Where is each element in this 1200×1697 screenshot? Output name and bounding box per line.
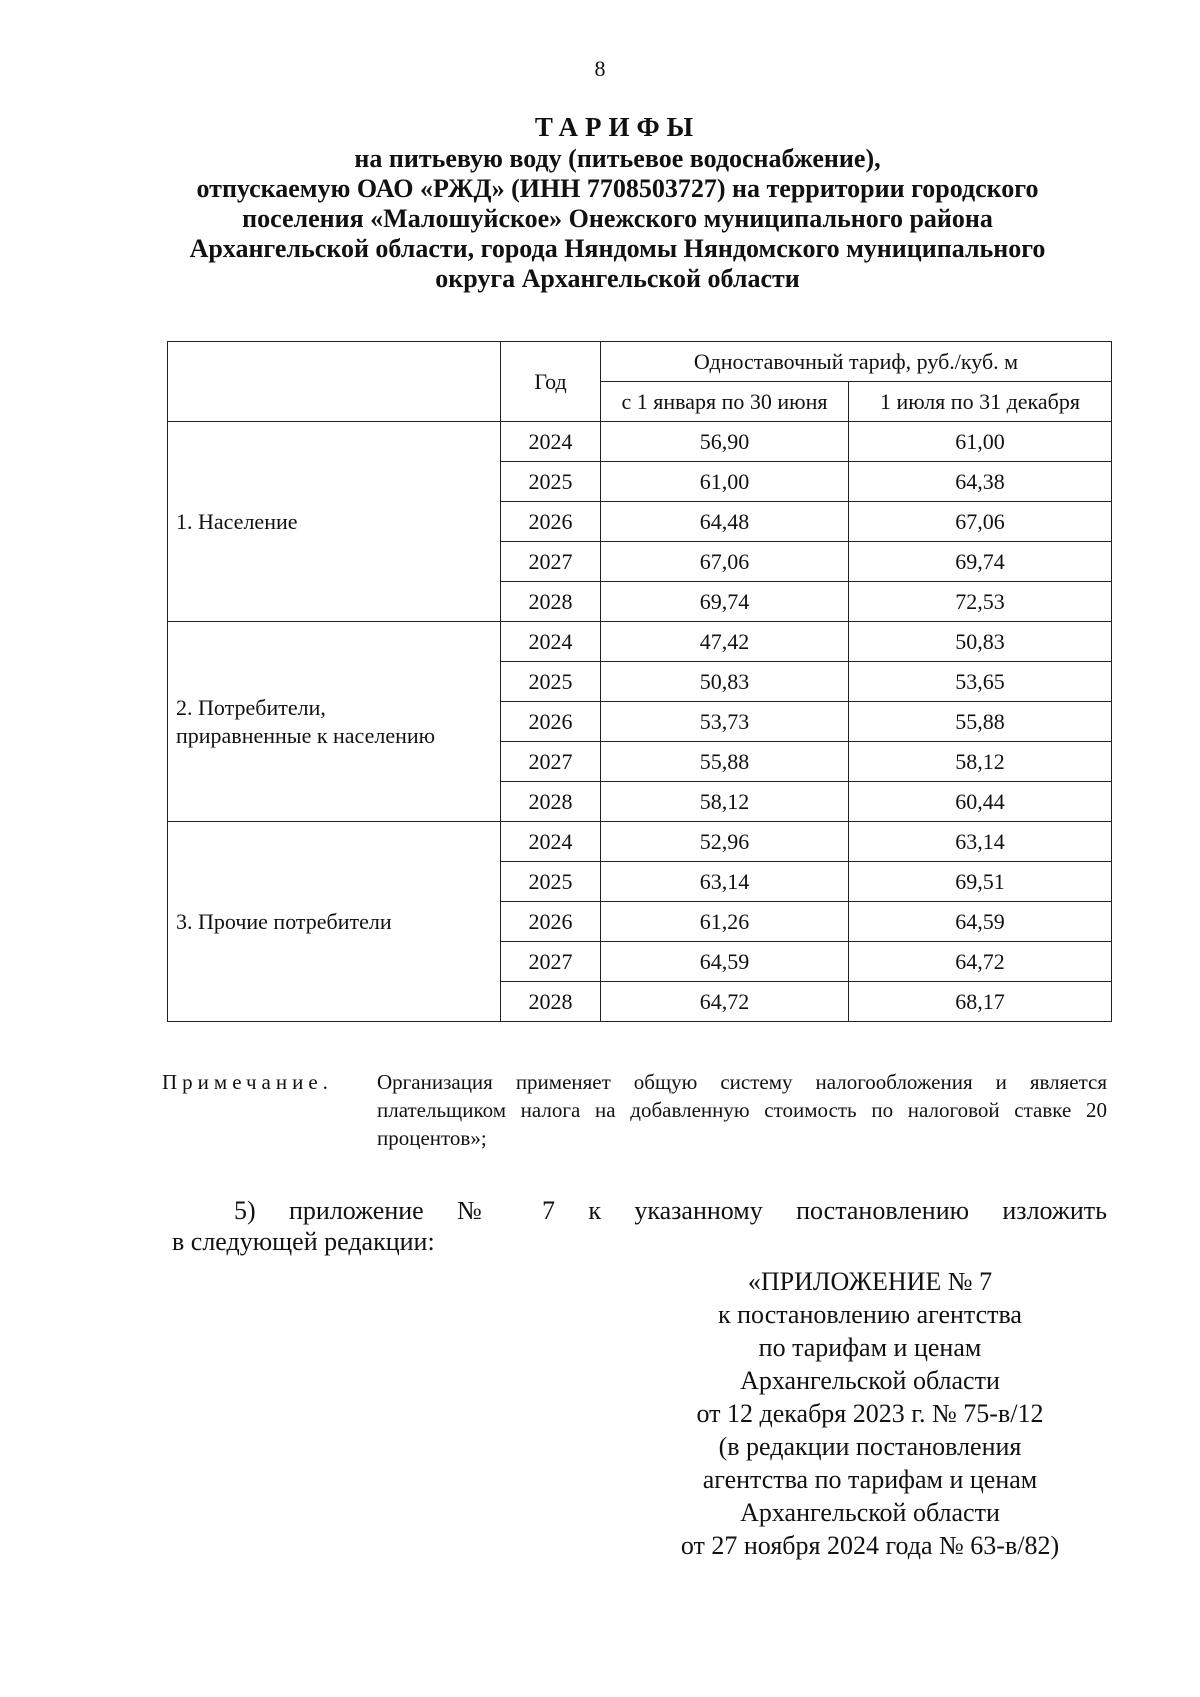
tariff-cell: 64,72 (849, 942, 1112, 982)
table-row (168, 822, 1112, 862)
table-header-row (168, 342, 1112, 382)
tariff-cell: 64,59 (849, 902, 1112, 942)
tariff-cell: 50,83 (849, 622, 1112, 662)
tariff-cell: 56,90 (601, 422, 849, 462)
appendix-line: «ПРИЛОЖЕНИЕ № 7 (747, 1267, 993, 1296)
category-line: 2. Потребители, (176, 694, 326, 720)
year-cell: 2026 (501, 702, 601, 742)
year-cell: 2024 (501, 622, 601, 662)
tariff-cell: 67,06 (849, 502, 1112, 542)
tariff-cell: 61,26 (601, 902, 849, 942)
appendix-line: по тарифам и ценам (758, 1333, 982, 1362)
year-cell: 2028 (501, 782, 601, 822)
tariff-cell: 61,00 (849, 422, 1112, 462)
title-line: Архангельской области, города Няндомы Няндомского муниципального (189, 234, 1046, 263)
year-cell: 2026 (501, 902, 601, 942)
note-label: Примечание. (162, 1070, 333, 1094)
tariff-cell: 58,12 (601, 782, 849, 822)
tariff-cell: 50,83 (601, 662, 849, 702)
table-header-year: Год (501, 342, 601, 422)
category-line: приравненные к населению (176, 722, 436, 748)
table-header-period-1: с 1 января по 30 июня (601, 382, 849, 422)
table-header-empty (168, 342, 501, 422)
tariff-cell: 63,14 (849, 822, 1112, 862)
category-cell (168, 622, 501, 822)
appendix-line: Архангельской области (740, 1498, 1000, 1527)
tariff-cell: 58,12 (849, 742, 1112, 782)
document-title (150, 110, 1085, 294)
tariff-cell: 64,59 (601, 942, 849, 982)
year-cell: 2028 (501, 582, 601, 622)
year-cell: 2026 (501, 502, 601, 542)
title-line: отпускаемую ОАО «РЖД» (ИНН 7708503727) на территории городского (196, 174, 1039, 203)
appendix-line: к постановлению агентства (718, 1300, 1022, 1329)
tariff-cell: 64,48 (601, 502, 849, 542)
year-cell: 2025 (501, 862, 601, 902)
tariff-cell: 72,53 (849, 582, 1112, 622)
year-cell: 2027 (501, 542, 601, 582)
note-text: Организация применяет общую систему налогообложения и является плательщиком налога на добавленную стоимость по налоговой ставке 20 процентов»; (377, 1070, 1107, 1150)
item-5-line: 5) приложение № 7 к указанному постановлению изложить (234, 1196, 1107, 1225)
tariff-cell: 55,88 (849, 702, 1112, 742)
tariff-cell: 61,00 (601, 462, 849, 502)
tariff-cell: 69,74 (601, 582, 849, 622)
year-cell: 2027 (501, 942, 601, 982)
tariff-cell: 53,65 (849, 662, 1112, 702)
tariff-cell: 68,17 (849, 982, 1112, 1022)
tariff-cell: 64,38 (849, 462, 1112, 502)
table-row (168, 622, 1112, 662)
appendix-header (640, 1265, 1100, 1562)
year-cell: 2027 (501, 742, 601, 782)
category-cell: 1. Население (168, 422, 501, 622)
appendix-line: (в редакции постановления (718, 1432, 1022, 1461)
title-line: на питьевую воду (питьевое водоснабжение), (354, 144, 881, 173)
page-number: 8 (594, 56, 606, 81)
table-header-period-2: 1 июля по 31 декабря (849, 382, 1112, 422)
appendix-line: от 12 декабря 2023 г. № 75-в/12 (696, 1399, 1044, 1428)
tariff-cell: 67,06 (601, 542, 849, 582)
year-cell: 2025 (501, 462, 601, 502)
year-cell: 2024 (501, 822, 601, 862)
tariff-cell: 55,88 (601, 742, 849, 782)
table-header-tariff: Одноставочный тариф, руб./куб. м (601, 342, 1112, 382)
tariff-cell: 69,51 (849, 862, 1112, 902)
title-line: округа Архангельской области (435, 264, 800, 293)
tariff-cell: 64,72 (601, 982, 849, 1022)
category-cell: 3. Прочие потребители (168, 822, 501, 1022)
year-cell: 2025 (501, 662, 601, 702)
year-cell: 2024 (501, 422, 601, 462)
table-row (168, 422, 1112, 462)
tariff-cell: 52,96 (601, 822, 849, 862)
item-5-line: в следующей редакции: (172, 1227, 435, 1256)
appendix-line: от 27 ноября 2024 года № 63-в/82) (680, 1531, 1060, 1560)
tariff-cell: 53,73 (601, 702, 849, 742)
item-5 (172, 1195, 1107, 1257)
tariff-cell: 63,14 (601, 862, 849, 902)
year-cell: 2028 (501, 982, 601, 1022)
tariff-cell: 47,42 (601, 622, 849, 662)
title-main: ТАРИФЫ (534, 112, 701, 142)
tariff-cell: 60,44 (849, 782, 1112, 822)
title-line: поселения «Малошуйское» Онежского муниципального района (242, 204, 993, 233)
appendix-line: Архангельской области (740, 1366, 1000, 1395)
tariff-cell: 69,74 (849, 542, 1112, 582)
tariff-table (167, 341, 1112, 1022)
appendix-line: агентства по тарифам и ценам (702, 1465, 1038, 1494)
